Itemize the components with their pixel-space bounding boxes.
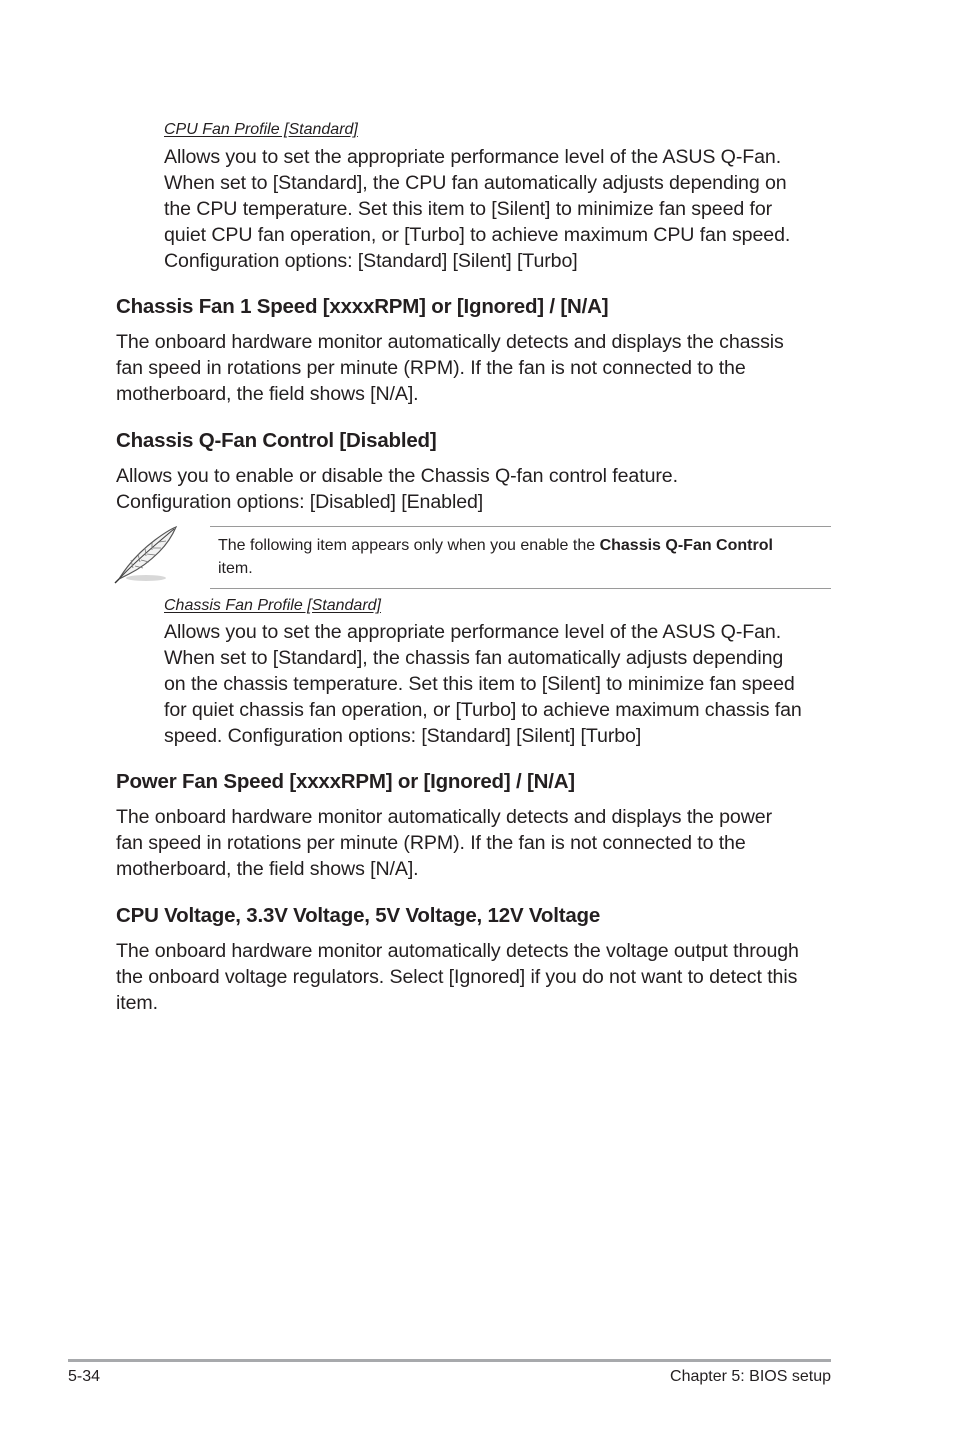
text-line: the onboard voltage regulators. Select [Ignored] if you do not want to detect this [116,966,798,988]
text-line: motherboard, the field shows [N/A]. [116,383,419,405]
text-line [218,534,773,557]
voltages-heading: CPU Voltage, 3.3V Voltage, 5V Voltage, 12V Voltage [116,904,601,927]
chassis-fan1-speed-description [116,329,784,407]
chassis-qfan-control-heading: Chassis Q-Fan Control [Disabled] [116,429,437,452]
note-text [218,534,773,580]
text-line: The onboard hardware monitor automatically detects and displays the power [116,806,772,828]
page-number: 5-34 [68,1368,101,1385]
text-line: Allows you to set the appropriate performance level of the ASUS Q-Fan. [164,621,782,643]
voltages-description [116,938,799,1016]
chassis-fan1-speed-heading: Chassis Fan 1 Speed [xxxxRPM] or [Ignored] / [N/A] [116,295,609,318]
text-line: The onboard hardware monitor automatically detects the voltage output through [116,940,799,962]
text-line: Allows you to set the appropriate performance level of the ASUS Q-Fan. [164,146,782,168]
text-line: the CPU temperature. Set this item to [Silent] to minimize fan speed for [164,198,773,220]
text-line: speed. Configuration options: [Standard] [Silent] [Turbo] [164,725,642,747]
text-line: When set to [Standard], the CPU fan automatically adjusts depending on [164,172,787,194]
note-text-before: The following item appears only when you enable the [218,537,600,554]
chassis-fan-profile-heading: Chassis Fan Profile [Standard] [164,597,381,614]
text-line: quiet CPU fan operation, or [Turbo] to achieve maximum CPU fan speed. [164,224,791,246]
note-bold-item: Chassis Q-Fan Control [599,537,773,554]
note-text-after: item. [218,560,253,577]
text-line: motherboard, the field shows [N/A]. [116,858,419,880]
text-line: Configuration options: [Standard] [Silent] [Turbo] [164,250,578,272]
text-line: on the chassis temperature. Set this item to [Silent] to minimize fan speed [164,673,795,695]
text-line: The onboard hardware monitor automatically detects and displays the chassis [116,331,784,353]
power-fan-speed-heading: Power Fan Speed [xxxxRPM] or [Ignored] / [N/A] [116,770,575,793]
power-fan-speed-description [116,804,772,882]
cpu-fan-profile-heading: CPU Fan Profile [Standard] [164,121,358,138]
chassis-fan-profile-description [164,619,802,749]
feather-pen-icon [113,524,179,584]
text-line: fan speed in rotations per minute (RPM). If the fan is not connected to the [116,832,746,854]
text-line: for quiet chassis fan operation, or [Turbo] to achieve maximum chassis fan [164,699,802,721]
cpu-fan-profile-description [164,144,790,274]
chassis-qfan-control-description [116,463,678,515]
text-line: fan speed in rotations per minute (RPM). If the fan is not connected to the [116,357,746,379]
text-line: item. [116,992,158,1014]
footer-rule [68,1359,831,1362]
text-line: When set to [Standard], the chassis fan automatically adjusts depending [164,647,784,669]
text-line: Configuration options: [Disabled] [Enabled] [116,491,484,513]
text-line: Allows you to enable or disable the Chassis Q-fan control feature. [116,465,678,487]
chapter-title: Chapter 5: BIOS setup [670,1368,831,1385]
